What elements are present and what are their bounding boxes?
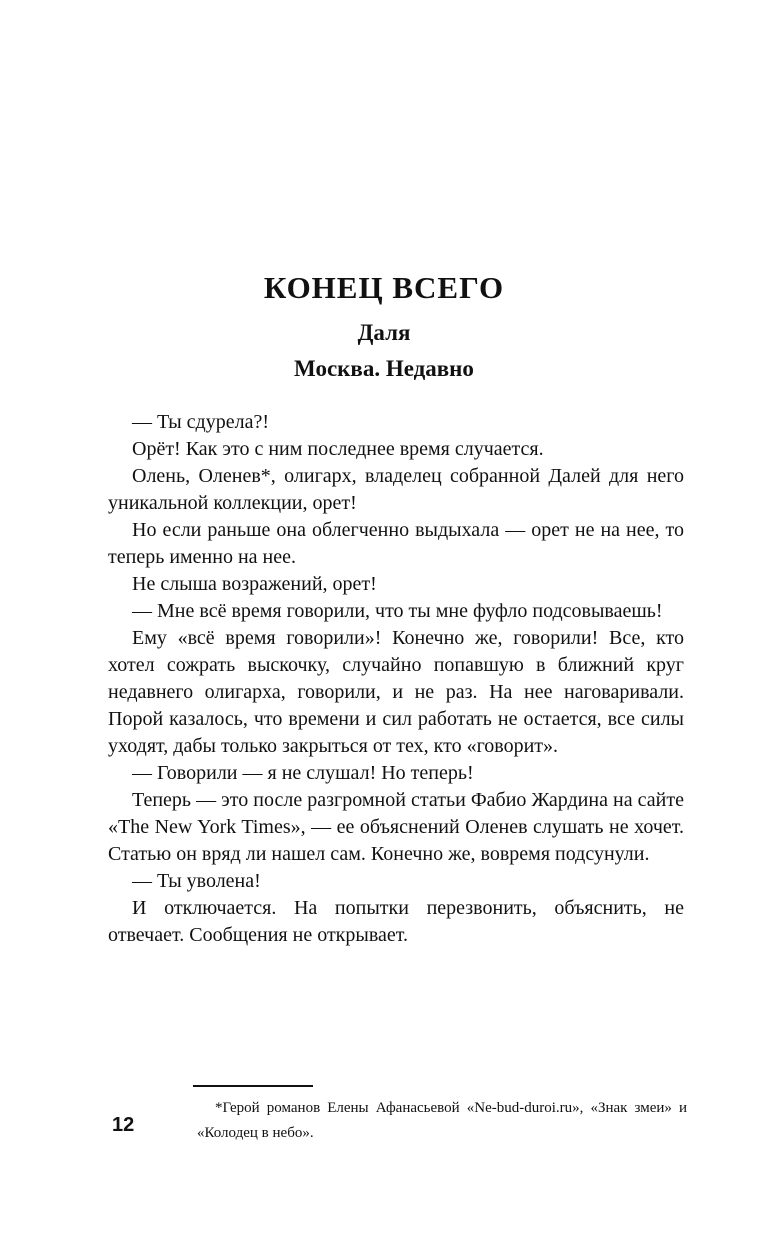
page-number: 12 xyxy=(112,1114,135,1136)
chapter-subtitle-place: Москва. Недавно xyxy=(294,356,474,381)
chapter-subtitle-name: Даля xyxy=(357,320,411,345)
body-text xyxy=(108,409,684,949)
paragraph: Орёт! Как это с ним последнее время случается. xyxy=(132,438,544,460)
paragraph: Не слыша возражений, орет! xyxy=(132,573,377,595)
paragraph: И отключается. На попытки перезвонить, объяснить, не отвечает. Сообщения не открывает. xyxy=(108,897,684,946)
paragraph: Но если раньше она облегченно выдыхала — орет не на нее, то теперь именно на нее. xyxy=(108,519,684,568)
paragraph: — Говорили — я не слушал! Но теперь! xyxy=(132,762,474,784)
chapter-title: КОНЕЦ ВСЕГО xyxy=(263,270,505,305)
paragraph: — Мне всё время говорили, что ты мне фуфло подсовываешь! xyxy=(132,600,663,622)
footnote-divider xyxy=(193,1085,313,1087)
paragraph: — Ты сдурела?! xyxy=(132,411,269,433)
paragraph: Ему «всё время говорили»! Конечно же, говорили! Все, кто хотел сожрать выскочку, случайно попавшую в ближний круг недавнего олигарха, говорили, и не раз. На нее наговаривали. Порой казалось, что времени и сил работать не остается, все силы уходят, дабы только закрыться от тех, кто «говорит». xyxy=(108,627,684,757)
paragraph: Олень, Оленев*, олигарх, владелец собранной Далей для него уникальной коллекции, орет! xyxy=(108,465,684,514)
footnote: *Герой романов Елены Афанасьевой «Ne-bud-duroi.ru», «Знак змеи» и «Колодец в небо». xyxy=(197,1100,687,1141)
paragraph: — Ты уволена! xyxy=(132,870,261,892)
paragraph: Теперь — это после разгромной статьи Фабио Жардина на сайте «The New York Times», — ее объяснений Оленев слушать не хочет. Статью он вряд ли нашел сам. Конечно же, вовремя подсунули. xyxy=(108,789,684,865)
